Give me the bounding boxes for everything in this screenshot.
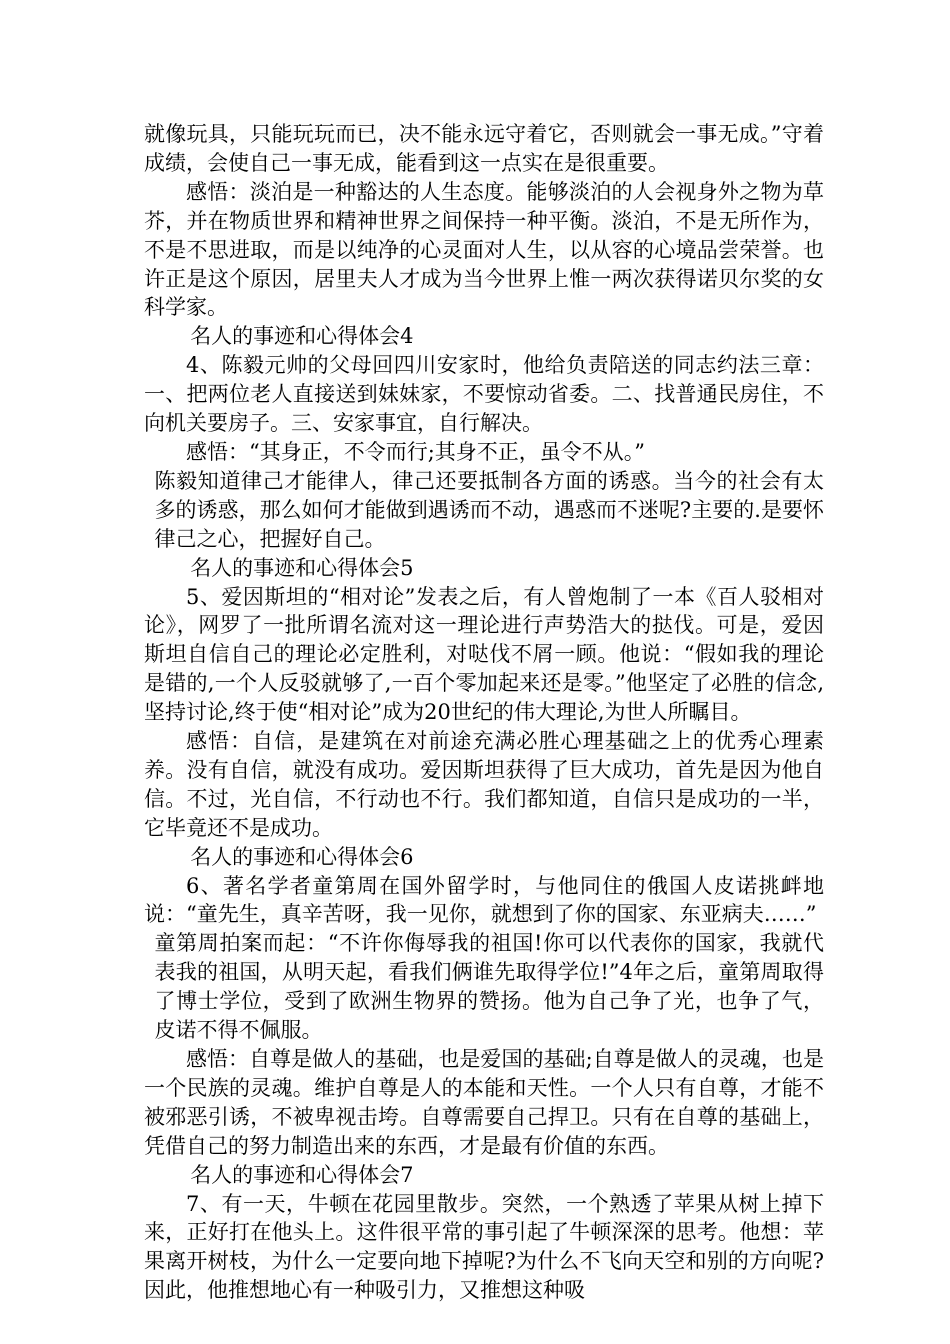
document-body — [144, 120, 824, 1305]
section-heading-5: 名人的事迹和心得体会5 — [190, 555, 414, 580]
paragraph-einstein-story: 5、爱因斯坦的“相对论”发表之后，有人曾炮制了一本《百人驳相对论》，网罗了一批所谓名流对这一理论进行声势浩大的挞伐。可是，爱因斯坦自信自己的理论必定胜利，对哒伐不屑一顾。他说：“假如我的理论是错的,一个人反驳就够了,一百个零加起来还是零。”他坚定了必胜的信念,坚持讨论,终于使“相对论”成为20世纪的伟大理论,为世人所瞩目。 — [144, 584, 824, 725]
paragraph-curie-reflection: 感悟：淡泊是一种豁达的人生态度。能够淡泊的人会视身外之物为草芥，并在物质世界和精神世界之间保持一种平衡。淡泊，不是无所作为，不是不思进取，而是以纯净的心灵面对人生，以从容的心境品尝荣誉。也许正是这个原因，居里夫人才成为当今世界上惟一两次获得诺贝尔奖的女科学家。 — [144, 179, 824, 320]
paragraph-chen-yi-quote: 感悟：“其身正，不令而行;其身不正，虽令不从。” — [186, 439, 646, 464]
section-heading-4: 名人的事迹和心得体会4 — [190, 324, 414, 349]
paragraph-einstein-reflection: 感悟：自信，是建筑在对前途充满必胜心理基础之上的优秀心理素养。没有自信，就没有成功。爱因斯坦获得了巨大成功，首先是因为他自信。不过，光自信，不行动也不行。我们都知道，自信只是成功的一半，它毕竟还不是成功。 — [144, 729, 824, 840]
paragraph-tong-dizhou-response: 童第周拍案而起：“不许你侮辱我的祖国!你可以代表你的国家，我就代表我的祖国，从明天起，看我们俩谁先取得学位!”4年之后，童第周取得了博士学位，受到了欧洲生物界的赞扬。他为自己争了光，也争了气，皮诺不得不佩服。 — [154, 931, 824, 1043]
paragraph-curie-ending: 就像玩具，只能玩玩而已，决不能永远守着它，否则就会一事无成。”守着成绩，会使自己一事无成，能看到这一点实在是很重要。 — [144, 122, 824, 175]
paragraph-chen-yi-story: 4、陈毅元帅的父母回四川安家时，他给负责陪送的同志约法三章：一、把两位老人直接送到妹妹家，不要惊动省委。二、找普通民房住，不向机关要房子。三、安家事宜，自行解决。 — [144, 353, 824, 436]
section-heading-6: 名人的事迹和心得体会6 — [190, 844, 414, 869]
section-heading-7: 名人的事迹和心得体会7 — [190, 1162, 414, 1187]
paragraph-tong-dizhou-story: 6、著名学者童第周在国外留学时，与他同住的俄国人皮诺挑衅地说：“童先生，真辛苦呀，我一见你，就想到了你的国家、东亚病夫……” — [144, 873, 824, 927]
paragraph-tong-dizhou-reflection: 感悟：自尊是做人的基础，也是爱国的基础;自尊是做人的灵魂，也是一个民族的灵魂。维护自尊是人的本能和天性。一个人只有自尊，才能不被邪恶引诱，不被卑视击垮。自尊需要自己捍卫。只有在自尊的基础上，凭借自己的努力制造出来的东西，才是最有价值的东西。 — [144, 1047, 824, 1158]
paragraph-newton-story: 7、有一天，牛顿在花园里散步。突然，一个熟透了苹果从树上掉下来，正好打在他头上。这件很平常的事引起了牛顿深深的思考。他想：苹果离开树枝，为什么一定要向地下掉呢?为什么不飞向天空和别的方向呢?因此，他推想地心有一种吸引力，又推想这种吸 — [144, 1191, 824, 1303]
paragraph-chen-yi-reflection: 陈毅知道律己才能律人，律己还要抵制各方面的诱惑。当今的社会有太多的诱惑，那么如何才能做到遇诱而不动，遇惑而不迷呢?主要的.是要怀律己之心，把握好自己。 — [154, 468, 824, 551]
